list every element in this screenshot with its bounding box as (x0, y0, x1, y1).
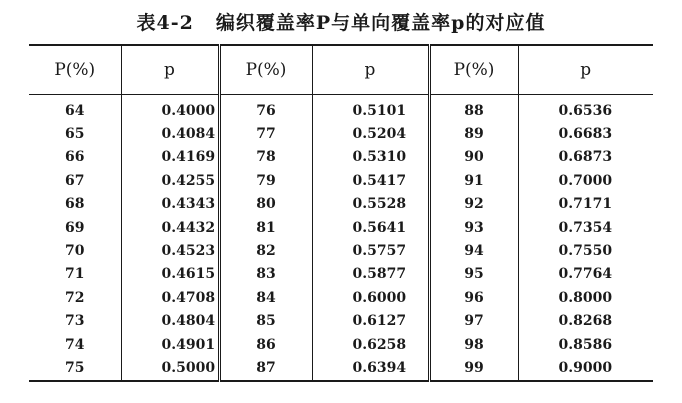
table-body (29, 95, 653, 381)
p-value-cell: 0.8586 (518, 333, 653, 356)
p-percent-cell: 67 (65, 172, 85, 189)
p-percent-cell: 87 (219, 356, 312, 380)
p-value-cell: 0.4901 (121, 333, 219, 356)
table-row (29, 286, 653, 309)
p-value-cell: 0.4708 (121, 286, 219, 309)
p-percent-cell: 65 (65, 126, 85, 143)
table-row (29, 333, 653, 356)
p-percent-cell: 94 (429, 239, 518, 262)
p-percent-cell: 97 (429, 310, 518, 333)
p-percent-cell: 91 (429, 169, 518, 192)
p-value-cell: 0.5641 (312, 216, 429, 239)
table-header (29, 45, 653, 95)
p-percent-cell: 70 (65, 243, 85, 260)
p-percent-cell: 71 (65, 266, 85, 283)
p-percent-cell: 79 (219, 169, 312, 192)
p-percent-cell: 69 (65, 219, 85, 236)
header-row (29, 45, 653, 95)
p-percent-cell: 83 (219, 263, 312, 286)
table-row (29, 263, 653, 286)
p-value-cell: 0.4523 (121, 239, 219, 262)
p-value-cell: 0.6127 (312, 310, 429, 333)
table-row (29, 216, 653, 239)
p-value-cell: 0.4615 (121, 263, 219, 286)
header-cell-p-percent-1: P(%) (29, 45, 121, 95)
p-value-cell: 0.4343 (121, 193, 219, 216)
p-value-cell: 0.4804 (121, 310, 219, 333)
p-percent-cell: 72 (65, 289, 85, 306)
p-value-cell: 0.6394 (312, 356, 429, 380)
p-value-cell: 0.8268 (518, 310, 653, 333)
header-cell-p-percent-2: P(%) (219, 45, 312, 95)
p-value-cell: 0.4169 (121, 146, 219, 169)
table-number: 表4-2 (136, 12, 194, 34)
table-row (29, 95, 653, 123)
p-value-cell: 0.6536 (518, 95, 653, 123)
p-percent-cell: 85 (219, 310, 312, 333)
header-cell-p-percent-3: P(%) (429, 45, 518, 95)
p-percent-cell: 75 (65, 359, 85, 376)
p-value-cell: 0.5204 (312, 122, 429, 145)
p-percent-cell: 99 (429, 356, 518, 380)
p-value-cell: 0.5877 (312, 263, 429, 286)
p-value-cell: 0.7171 (518, 193, 653, 216)
p-value-cell: 0.6000 (312, 286, 429, 309)
table-caption (0, 8, 682, 35)
p-percent-cell: 77 (219, 122, 312, 145)
p-value-cell: 0.6683 (518, 122, 653, 145)
p-value-cell: 0.7000 (518, 169, 653, 192)
table-row (29, 356, 653, 380)
p-percent-cell: 96 (429, 286, 518, 309)
p-value-cell: 0.5101 (312, 95, 429, 123)
p-percent-cell: 90 (429, 146, 518, 169)
table-row (29, 310, 653, 333)
p-percent-cell: 98 (429, 333, 518, 356)
table-title: 编织覆盖率P与单向覆盖率p的对应值 (215, 12, 546, 34)
header-cell-p-1: p (121, 45, 219, 95)
p-value-cell: 0.4084 (121, 122, 219, 145)
header-cell-p-2: p (312, 45, 429, 95)
p-percent-cell: 93 (429, 216, 518, 239)
header-cell-p-3: p (518, 45, 653, 95)
p-percent-cell: 74 (65, 336, 85, 353)
p-value-cell: 0.7550 (518, 239, 653, 262)
p-percent-cell: 95 (429, 263, 518, 286)
p-value-cell: 0.6258 (312, 333, 429, 356)
p-percent-cell: 76 (219, 95, 312, 123)
p-value-cell: 0.4255 (121, 169, 219, 192)
table-row (29, 146, 653, 169)
coverage-table (29, 44, 653, 382)
p-value-cell: 0.5757 (312, 239, 429, 262)
p-value-cell: 0.7354 (518, 216, 653, 239)
p-percent-cell: 64 (65, 102, 85, 119)
p-value-cell: 0.8000 (518, 286, 653, 309)
p-value-cell: 0.7764 (518, 263, 653, 286)
p-value-cell: 0.5310 (312, 146, 429, 169)
table-row (29, 169, 653, 192)
p-percent-cell: 84 (219, 286, 312, 309)
p-percent-cell: 66 (65, 149, 85, 166)
p-percent-cell: 89 (429, 122, 518, 145)
p-percent-cell: 73 (65, 313, 85, 330)
p-percent-cell: 80 (219, 193, 312, 216)
p-percent-cell: 78 (219, 146, 312, 169)
p-percent-cell: 88 (429, 95, 518, 123)
p-percent-cell: 86 (219, 333, 312, 356)
table-row (29, 239, 653, 262)
p-value-cell: 0.4000 (121, 95, 219, 123)
p-value-cell: 0.5528 (312, 193, 429, 216)
table-row (29, 193, 653, 216)
p-percent-cell: 92 (429, 193, 518, 216)
p-value-cell: 0.4432 (121, 216, 219, 239)
table-row (29, 122, 653, 145)
p-value-cell: 0.5417 (312, 169, 429, 192)
p-value-cell: 0.5000 (121, 356, 219, 380)
p-percent-cell: 68 (65, 196, 85, 213)
p-percent-cell: 81 (219, 216, 312, 239)
p-value-cell: 0.6873 (518, 146, 653, 169)
p-value-cell: 0.9000 (518, 356, 653, 380)
p-percent-cell: 82 (219, 239, 312, 262)
